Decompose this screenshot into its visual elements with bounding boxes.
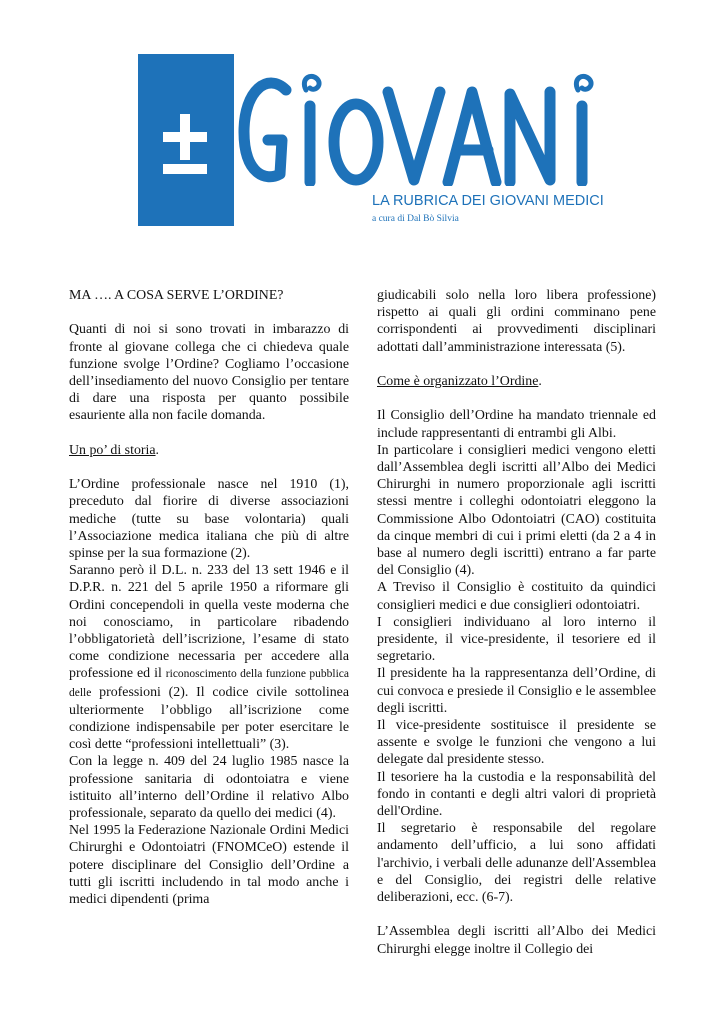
article-title: MA …. A COSA SERVE L’ORDINE? [69, 288, 284, 303]
logo-wordmark [238, 70, 618, 191]
intro-paragraph: Quanti di noi si sono trovati in imbarazzo di fronte al giovane collega che ci chiedeva quale funzione svolge l’Ordine? Cogliamo l’occasione dell’insediamento del nuovo Consiglio per tentare di dare una risposta per quanto possibile esauriente alla non facile domanda. [69, 322, 349, 424]
heading-dot: . [538, 374, 542, 389]
heading-dot: . [155, 442, 160, 458]
org-paragraph-8: Il segretario è responsabile del regolare andamento dell’ufficio, a lui sono affidati l'archivio, i verbali delle adunanze dell'Assemblea e del Consiglio, dei registri delle relative deliberazioni, ecc. (6-7). [377, 821, 656, 906]
history-paragraph-1: L’Ordine professionale nasce nel 1910 (1), preceduto dal fiorire di diverse associazioni mediche (tutte su base volontaria) quali l’Associazione medica italiana che più di altre spinse per la sua formazione (2). [69, 477, 349, 561]
section-heading-history-text: Un po’ di storia [69, 442, 156, 458]
section-heading-history [69, 442, 349, 459]
org-paragraph-2: In particolare i consiglieri medici vengono eletti dall’Assemblea degli iscritti all’Albo dei Medici Chirurghi in numero proporzionale agli iscritti stessi mentre i colleghi odontoiatri eleggono la Commissione Albo Odontoiatri (CAO) costituita da cinque membri di cui i primi eletti (da 2 a 4 in base al numero degli iscritti) entrano a far parte del Consiglio (4). [377, 442, 656, 579]
org-paragraph-5: Il presidente ha la rappresentanza dell’Ordine, di cui convoca e presiede il Consiglio e le assemblee degli iscritti. [377, 666, 656, 716]
section-heading-organization [377, 373, 656, 390]
curator-credit: a cura di Dal Bò Silvia [372, 214, 459, 224]
logo-plus-minus-box [138, 54, 234, 226]
org-paragraph-4: I consiglieri individuano al loro interno il presidente, il vice-presidente, il tesoriere ed il segretario. [377, 614, 656, 665]
history-paragraph-2 [69, 562, 349, 753]
org-paragraph-6: Il vice-presidente sostituisce il presidente se assente e svolge le funzioni che vengono a lui delegate dal presidente stesso. [377, 718, 656, 768]
section-heading-organization-text: Come è organizzato l’Ordine [377, 374, 539, 389]
history-paragraph-2b: professioni (2). Il codice civile sottolinea ulteriormente l’obbligo all’iscrizione come condizione indispensabile per poter esercitare le così dette “professioni intellettuali” (3). [69, 684, 349, 753]
history-paragraph-4: Nel 1995 la Federazione Nazionale Ordini Medici Chirurghi e Odontoiatri (FNOMCeO) estende il potere disciplinare del Consiglio dell’Ordine a tutti gli iscritti includendo in tal modo anche i medici dipendenti (prima [69, 823, 349, 908]
org-paragraph-9: L’Assemblea degli iscritti all’Albo dei Medici Chirurghi elegge inoltre il Collegio dei [377, 924, 656, 957]
continuation-paragraph: giudicabili solo nella loro libera professione) rispetto ai quali gli ordini comminano pene corrispondenti ai provvedimenti disciplinari adottati dall’amministrazione interessata (5). [377, 288, 656, 355]
giovani-wordmark-icon [238, 70, 618, 186]
org-paragraph-7: Il tesoriere ha la custodia e la responsabilità del fondo in contanti e degli altri valori di proprietà dell'Ordine. [377, 769, 656, 820]
left-column [69, 287, 349, 908]
org-paragraph-3: A Treviso il Consiglio è costituito da quindici consiglieri medici e due consiglieri odontoiatri. [377, 580, 656, 613]
history-paragraph-3: Con la legge n. 409 del 24 luglio 1985 nasce la professione sanitaria di odontoiatra e viene istituito all’interno dell’Ordine il relativo Albo professionale, separato da quello dei medici (4). [69, 754, 349, 822]
right-column [377, 287, 656, 958]
history-paragraph-2-small: riconoscimento della funzione pubblica delle [69, 668, 349, 699]
org-paragraph-1: Il Consiglio dell’Ordine ha mandato triennale ed include rappresentanti di entrambi gli Albi. [377, 408, 656, 441]
plus-minus-icon [138, 54, 234, 226]
history-paragraph-2a: Saranno però il D.L. n. 233 del 13 sett 1946 e il D.P.R. n. 221 del 5 aprile 1950 a riformare gli Ordini concependoli in quella veste moderna che noi conosciamo, in particolare ribadendo l’obbligatorietà dell’iscrizione, l’esame di stato come condizione necessaria per accedere alla professione ed il [69, 563, 349, 682]
rubrica-title: LA RUBRICA DEI GIOVANI MEDICI [372, 193, 604, 209]
